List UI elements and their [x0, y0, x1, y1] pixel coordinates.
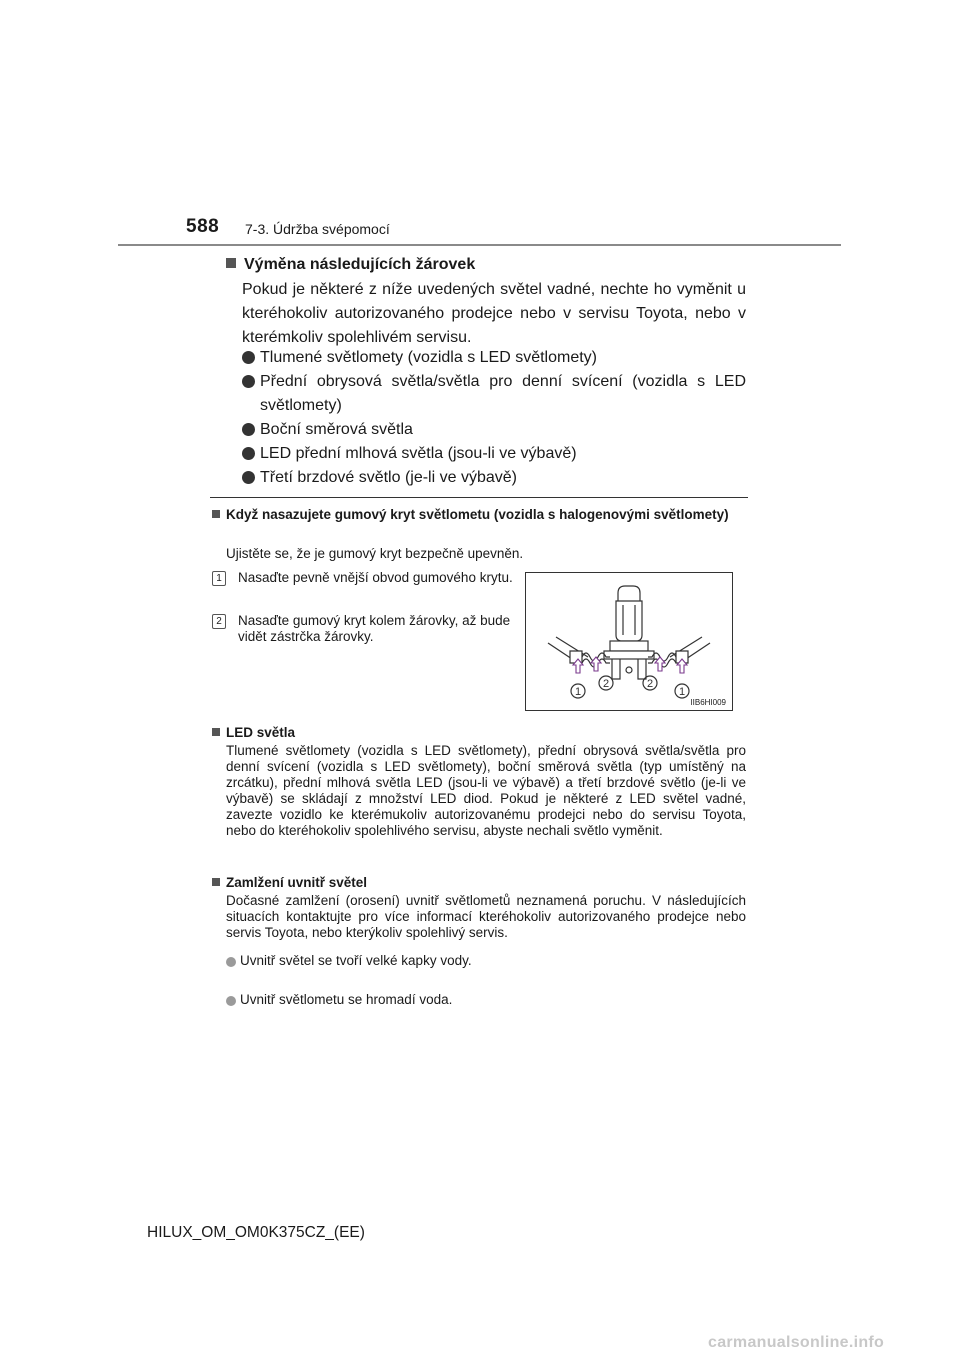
callout-label: 2	[602, 678, 610, 690]
bullet-dot-icon	[242, 375, 255, 388]
fog-heading: Zamlžení uvnitř světel	[212, 875, 367, 891]
square-bullet-icon	[226, 258, 236, 268]
rubber-cover-heading: Když nasazujete gumový kryt světlometu (vozidla s halogenovými světlomety)	[212, 507, 750, 523]
fog-text: Dočasné zamlžení (orosení) uvnitř světlometů neznamená poruchu. V následujících situacích kontaktujte pro více informací kteréhokoliv autorizovaného prodejce nebo servis Toyota, nebo kterýkoliv spolehlivý servis.	[226, 893, 746, 940]
bullet-dot-icon	[242, 351, 255, 364]
square-bullet-icon	[212, 510, 220, 518]
section-divider	[210, 497, 748, 498]
main-heading	[226, 256, 475, 274]
list-item: Přední obrysová světla/světla pro denní svícení (vozidla s LED světlomety)	[242, 370, 746, 418]
bulb-list	[242, 346, 746, 490]
list-item: Boční směrová světla	[242, 418, 746, 442]
step-text: Nasaďte pevně vnější obvod gumového krytu.	[238, 570, 513, 585]
bulb-cover-figure	[525, 572, 733, 711]
led-heading: LED světla	[212, 725, 295, 741]
callout-label: 1	[678, 686, 686, 698]
list-item: Uvnitř světel se tvoří velké kapky vody.	[226, 953, 960, 969]
document-code: HILUX_OM_OM0K375CZ_(EE)	[147, 1224, 365, 1241]
callout-label: 2	[646, 678, 654, 690]
bullet-dot-icon	[242, 423, 255, 436]
watermark: carmanualsonline.info	[708, 1334, 885, 1351]
list-item: LED přední mlhová světla (jsou-li ve výbavě)	[242, 442, 746, 466]
square-bullet-icon	[212, 878, 220, 886]
header-rule	[118, 244, 841, 246]
step-number-icon: 2	[212, 614, 226, 629]
bullet-dot-icon	[242, 471, 255, 484]
step-2	[216, 613, 520, 645]
page-number: 588	[186, 216, 220, 237]
led-text: Tlumené světlomety (vozidla s LED světlomety), přední obrysová světla/světla pro denní svícení (vozidla s LED světlomety), boční směrová světla (typ umístěný na zrcátku), přední mlhová světla LED (jsou-li ve výbavě) a třetí brzdové světlo (je-li ve výbavě) se skládají z množství LED diod. Pokud je některé z LED světel vadné, zavezte vozidlo ke kterémukoliv autorizovanému prodejci nebo do servisu Toyota, nebo do kteréhokoliv spolehlivého servisu, abyste nechali světlo vyměnit.	[226, 743, 746, 838]
step-1	[216, 570, 520, 586]
figure-code: IIB6HI009	[690, 698, 726, 707]
square-bullet-icon	[212, 728, 220, 736]
halogen-bulb-illustration	[526, 573, 732, 710]
list-item: Tlumené světlomety (vozidla s LED světlomety)	[242, 346, 746, 370]
bullet-dot-icon	[242, 447, 255, 460]
list-item: Třetí brzdové světlo (je-li ve výbavě)	[242, 466, 746, 490]
bullet-dot-icon	[226, 957, 236, 967]
rubber-cover-text: Ujistěte se, že je gumový kryt bezpečně upevněn.	[226, 546, 524, 561]
main-paragraph: Pokud je některé z níže uvedených světel vadné, nechte ho vyměnit u kteréhokoliv autorizovaného prodejce nebo v servisu Toyota, nebo v kterémkoliv spolehlivém servisu.	[242, 281, 746, 346]
callout-label: 1	[574, 686, 582, 698]
list-item: Uvnitř světlometu se hromadí voda.	[226, 992, 960, 1008]
step-number-icon: 1	[212, 571, 226, 586]
main-heading-text: Výměna následujících žárovek	[244, 256, 476, 273]
section-title: 7-3. Údržba svépomocí	[245, 221, 390, 237]
step-text: Nasaďte gumový kryt kolem žárovky, až bude vidět zástrčka žárovky.	[238, 613, 511, 644]
bullet-dot-icon	[226, 996, 236, 1006]
